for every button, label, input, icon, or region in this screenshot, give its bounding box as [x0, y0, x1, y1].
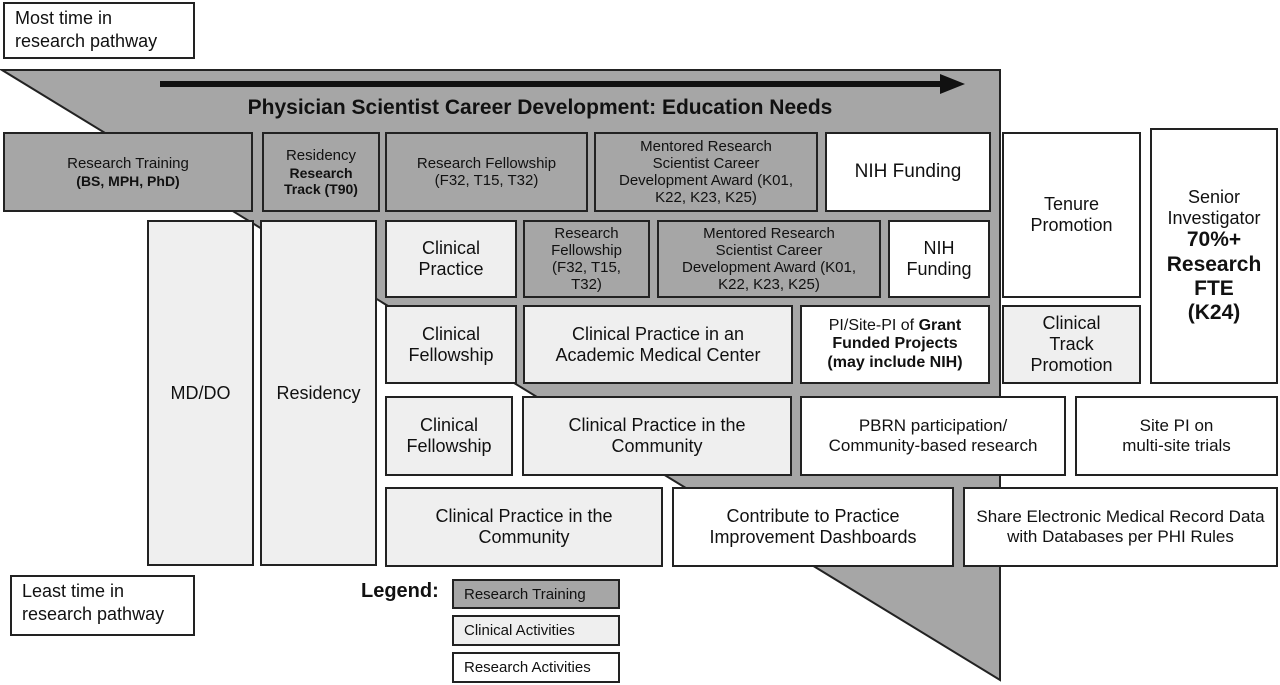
legend-clinical-activities: Clinical Activities [452, 615, 620, 646]
diagram-title: Physician Scientist Career Development: Education Needs [247, 96, 833, 119]
emr-box: Share Electronic Medical Record Data with Databases per PHI Rules [963, 487, 1278, 567]
legend-label: Legend: [361, 580, 439, 602]
k-award-mid-box: Mentored Research Scientist Career Development Award (K01, K22, K23, K25) [657, 220, 881, 298]
md-do-box: MD/DO [147, 220, 254, 566]
cp-community-2-box: Clinical Practice in the Community [385, 487, 663, 567]
site-pi-box: Site PI on multi-site trials [1075, 396, 1278, 476]
clinical-fellowship-2-box: Clinical Fellowship [385, 396, 513, 476]
residency-research-track-box: Residency Research Track (T90) [262, 132, 380, 212]
pi-grant-box: PI/Site-PI of Grant Funded Projects (may include NIH) [800, 305, 990, 384]
k-award-top-box: Mentored Research Scientist Career Development Award (K01, K22, K23, K25) [594, 132, 818, 212]
clinical-practice-box: Clinical Practice [385, 220, 517, 298]
least-time-label: Least time in research pathway [10, 575, 195, 636]
most-time-label: Most time in research pathway [3, 2, 195, 59]
nih-funding-mid-box: NIH Funding [888, 220, 990, 298]
legend-research-activities: Research Activities [452, 652, 620, 683]
legend-research-training: Research Training [452, 579, 620, 609]
research-training-box: Research Training (BS, MPH, PhD) [3, 132, 253, 212]
dashboards-box: Contribute to Practice Improvement Dashboards [672, 487, 954, 567]
senior-investigator-box: Senior Investigator 70%+ Research FTE (K24) [1150, 128, 1278, 384]
research-fellowship-top-box: Research Fellowship (F32, T15, T32) [385, 132, 588, 212]
clinical-track-promotion-box: Clinical Track Promotion [1002, 305, 1141, 384]
cp-academic-box: Clinical Practice in an Academic Medical Center [523, 305, 793, 384]
nih-funding-top-box: NIH Funding [825, 132, 991, 212]
clinical-fellowship-1-box: Clinical Fellowship [385, 305, 517, 384]
pbrn-box: PBRN participation/ Community-based research [800, 396, 1066, 476]
tenure-promotion-box: Tenure Promotion [1002, 132, 1141, 298]
research-fellowship-mid-box: Research Fellowship (F32, T15, T32) [523, 220, 650, 298]
residency-box: Residency [260, 220, 377, 566]
cp-community-1-box: Clinical Practice in the Community [522, 396, 792, 476]
